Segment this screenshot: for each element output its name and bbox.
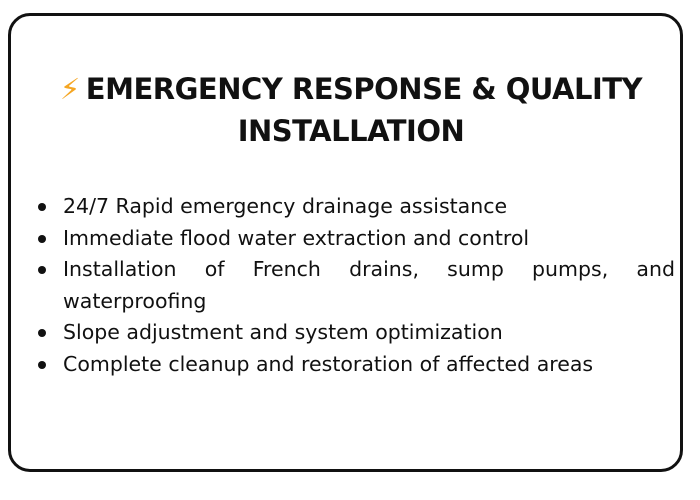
feature-list (33, 191, 675, 380)
list-item: Slope adjustment and system optimization (33, 317, 675, 349)
card-title-text: EMERGENCY RESPONSE & QUALITY INSTALLATION (85, 72, 643, 148)
service-card (8, 13, 683, 472)
list-item: 24/7 Rapid emergency drainage assistance (33, 191, 675, 223)
list-item: Installation of French drains, sump pumps, and waterproofing (33, 254, 675, 317)
list-item: Immediate flood water extraction and control (33, 223, 675, 255)
list-item: Complete cleanup and restoration of affected areas (33, 349, 675, 381)
lightning-bolt-icon: ⚡ (59, 72, 80, 106)
card-title (31, 68, 671, 152)
